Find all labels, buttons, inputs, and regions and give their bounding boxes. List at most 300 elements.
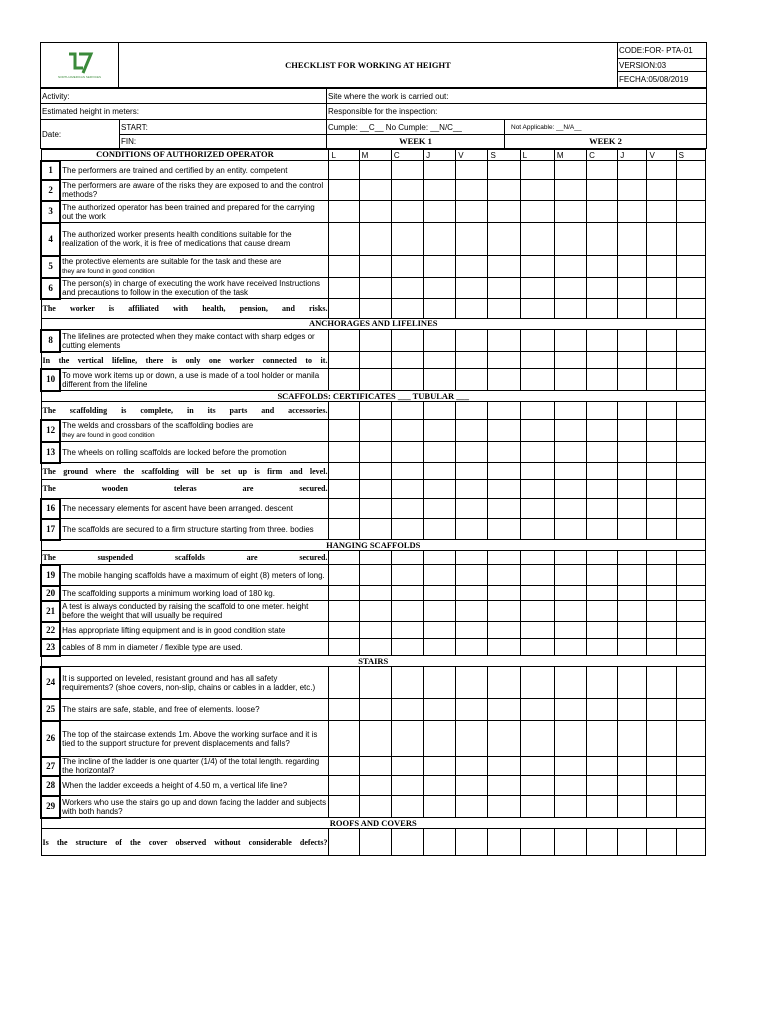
check-cell[interactable] [488, 330, 520, 352]
check-cell[interactable] [391, 161, 423, 180]
check-cell[interactable] [329, 480, 359, 499]
check-cell[interactable] [554, 420, 586, 442]
check-cell[interactable] [587, 757, 618, 776]
check-cell[interactable] [488, 757, 520, 776]
check-cell[interactable] [456, 639, 488, 656]
check-cell[interactable] [359, 699, 391, 721]
check-cell[interactable] [554, 499, 586, 519]
check-cell[interactable] [391, 622, 423, 639]
check-cell[interactable] [424, 480, 456, 499]
check-cell[interactable] [520, 721, 554, 757]
check-cell[interactable] [647, 565, 676, 586]
check-cell[interactable] [587, 480, 618, 499]
check-cell[interactable] [676, 352, 705, 369]
check-cell[interactable] [424, 796, 456, 818]
check-cell[interactable] [554, 721, 586, 757]
check-cell[interactable] [456, 622, 488, 639]
check-cell[interactable] [520, 565, 554, 586]
check-cell[interactable] [456, 402, 488, 420]
check-cell[interactable] [456, 757, 488, 776]
check-cell[interactable] [554, 352, 586, 369]
check-cell[interactable] [554, 442, 586, 463]
check-cell[interactable] [359, 201, 391, 223]
check-cell[interactable] [329, 757, 359, 776]
check-cell[interactable] [554, 480, 586, 499]
check-cell[interactable] [391, 201, 423, 223]
check-cell[interactable] [424, 499, 456, 519]
check-cell[interactable] [488, 369, 520, 391]
check-cell[interactable] [456, 829, 488, 856]
check-cell[interactable] [520, 442, 554, 463]
check-cell[interactable] [587, 721, 618, 757]
check-cell[interactable] [647, 161, 676, 180]
check-cell[interactable] [329, 223, 359, 256]
check-cell[interactable] [391, 330, 423, 352]
check-cell[interactable] [424, 369, 456, 391]
check-cell[interactable] [520, 420, 554, 442]
check-cell[interactable] [587, 278, 618, 299]
check-cell[interactable] [329, 519, 359, 540]
check-cell[interactable] [554, 757, 586, 776]
check-cell[interactable] [676, 586, 705, 601]
check-cell[interactable] [520, 601, 554, 622]
check-cell[interactable] [424, 161, 456, 180]
check-cell[interactable] [554, 601, 586, 622]
check-cell[interactable] [520, 161, 554, 180]
check-cell[interactable] [424, 622, 456, 639]
check-cell[interactable] [676, 796, 705, 818]
check-cell[interactable] [554, 551, 586, 565]
check-cell[interactable] [359, 776, 391, 796]
check-cell[interactable] [587, 352, 618, 369]
check-cell[interactable] [554, 223, 586, 256]
check-cell[interactable] [456, 161, 488, 180]
check-cell[interactable] [587, 402, 618, 420]
check-cell[interactable] [647, 721, 676, 757]
check-cell[interactable] [359, 161, 391, 180]
check-cell[interactable] [488, 551, 520, 565]
check-cell[interactable] [647, 667, 676, 699]
check-cell[interactable] [359, 480, 391, 499]
check-cell[interactable] [359, 586, 391, 601]
check-cell[interactable] [424, 776, 456, 796]
check-cell[interactable] [329, 565, 359, 586]
responsible-field[interactable]: Responsible for the inspection: [327, 104, 707, 120]
check-cell[interactable] [647, 256, 676, 278]
check-cell[interactable] [329, 352, 359, 369]
check-cell[interactable] [424, 278, 456, 299]
check-cell[interactable] [488, 299, 520, 319]
check-cell[interactable] [647, 402, 676, 420]
check-cell[interactable] [424, 402, 456, 420]
check-cell[interactable] [647, 180, 676, 201]
check-cell[interactable] [676, 601, 705, 622]
check-cell[interactable] [647, 420, 676, 442]
height-field[interactable]: Estimated height in meters: [41, 104, 327, 120]
check-cell[interactable] [391, 499, 423, 519]
check-cell[interactable] [391, 829, 423, 856]
check-cell[interactable] [391, 667, 423, 699]
check-cell[interactable] [329, 586, 359, 601]
check-cell[interactable] [618, 829, 647, 856]
check-cell[interactable] [329, 796, 359, 818]
check-cell[interactable] [488, 442, 520, 463]
check-cell[interactable] [424, 829, 456, 856]
check-cell[interactable] [647, 586, 676, 601]
check-cell[interactable] [554, 519, 586, 540]
check-cell[interactable] [424, 586, 456, 601]
check-cell[interactable] [329, 463, 359, 480]
check-cell[interactable] [618, 463, 647, 480]
check-cell[interactable] [424, 442, 456, 463]
check-cell[interactable] [587, 776, 618, 796]
check-cell[interactable] [359, 721, 391, 757]
check-cell[interactable] [554, 796, 586, 818]
check-cell[interactable] [618, 369, 647, 391]
check-cell[interactable] [520, 256, 554, 278]
check-cell[interactable] [618, 796, 647, 818]
start-field[interactable]: START: [120, 120, 327, 135]
check-cell[interactable] [618, 667, 647, 699]
check-cell[interactable] [424, 330, 456, 352]
check-cell[interactable] [456, 667, 488, 699]
check-cell[interactable] [424, 551, 456, 565]
check-cell[interactable] [488, 352, 520, 369]
activity-field[interactable]: Activity: [41, 89, 327, 104]
check-cell[interactable] [424, 757, 456, 776]
check-cell[interactable] [456, 180, 488, 201]
check-cell[interactable] [520, 622, 554, 639]
check-cell[interactable] [554, 278, 586, 299]
check-cell[interactable] [359, 180, 391, 201]
check-cell[interactable] [618, 499, 647, 519]
check-cell[interactable] [488, 499, 520, 519]
check-cell[interactable] [329, 699, 359, 721]
check-cell[interactable] [520, 551, 554, 565]
check-cell[interactable] [587, 586, 618, 601]
check-cell[interactable] [391, 402, 423, 420]
check-cell[interactable] [520, 223, 554, 256]
check-cell[interactable] [391, 757, 423, 776]
check-cell[interactable] [391, 463, 423, 480]
check-cell[interactable] [359, 499, 391, 519]
check-cell[interactable] [676, 180, 705, 201]
check-cell[interactable] [618, 757, 647, 776]
site-field[interactable]: Site where the work is carried out: [327, 89, 707, 104]
check-cell[interactable] [329, 330, 359, 352]
check-cell[interactable] [329, 161, 359, 180]
check-cell[interactable] [359, 622, 391, 639]
check-cell[interactable] [359, 601, 391, 622]
check-cell[interactable] [456, 499, 488, 519]
check-cell[interactable] [587, 369, 618, 391]
check-cell[interactable] [520, 667, 554, 699]
check-cell[interactable] [554, 829, 586, 856]
check-cell[interactable] [554, 161, 586, 180]
check-cell[interactable] [488, 829, 520, 856]
check-cell[interactable] [488, 639, 520, 656]
check-cell[interactable] [676, 499, 705, 519]
check-cell[interactable] [424, 463, 456, 480]
check-cell[interactable] [359, 223, 391, 256]
check-cell[interactable] [676, 699, 705, 721]
check-cell[interactable] [618, 699, 647, 721]
check-cell[interactable] [424, 201, 456, 223]
check-cell[interactable] [359, 829, 391, 856]
check-cell[interactable] [329, 256, 359, 278]
check-cell[interactable] [676, 256, 705, 278]
check-cell[interactable] [359, 519, 391, 540]
check-cell[interactable] [587, 499, 618, 519]
check-cell[interactable] [554, 586, 586, 601]
check-cell[interactable] [676, 519, 705, 540]
check-cell[interactable] [587, 601, 618, 622]
check-cell[interactable] [587, 180, 618, 201]
check-cell[interactable] [456, 480, 488, 499]
check-cell[interactable] [676, 201, 705, 223]
check-cell[interactable] [391, 369, 423, 391]
check-cell[interactable] [647, 796, 676, 818]
check-cell[interactable] [391, 420, 423, 442]
check-cell[interactable] [647, 757, 676, 776]
check-cell[interactable] [488, 161, 520, 180]
check-cell[interactable] [618, 256, 647, 278]
check-cell[interactable] [618, 622, 647, 639]
check-cell[interactable] [587, 829, 618, 856]
check-cell[interactable] [359, 565, 391, 586]
check-cell[interactable] [618, 586, 647, 601]
check-cell[interactable] [329, 442, 359, 463]
check-cell[interactable] [456, 565, 488, 586]
check-cell[interactable] [359, 442, 391, 463]
check-cell[interactable] [618, 480, 647, 499]
check-cell[interactable] [587, 442, 618, 463]
check-cell[interactable] [618, 551, 647, 565]
check-cell[interactable] [520, 796, 554, 818]
check-cell[interactable] [391, 601, 423, 622]
check-cell[interactable] [676, 551, 705, 565]
check-cell[interactable] [618, 330, 647, 352]
check-cell[interactable] [359, 639, 391, 656]
check-cell[interactable] [554, 667, 586, 699]
check-cell[interactable] [359, 278, 391, 299]
check-cell[interactable] [587, 299, 618, 319]
check-cell[interactable] [647, 699, 676, 721]
check-cell[interactable] [618, 442, 647, 463]
check-cell[interactable] [424, 256, 456, 278]
check-cell[interactable] [587, 201, 618, 223]
check-cell[interactable] [424, 639, 456, 656]
check-cell[interactable] [456, 201, 488, 223]
check-cell[interactable] [488, 278, 520, 299]
check-cell[interactable] [676, 330, 705, 352]
check-cell[interactable] [618, 201, 647, 223]
check-cell[interactable] [488, 519, 520, 540]
check-cell[interactable] [359, 352, 391, 369]
check-cell[interactable] [587, 551, 618, 565]
check-cell[interactable] [587, 699, 618, 721]
check-cell[interactable] [329, 667, 359, 699]
check-cell[interactable] [554, 776, 586, 796]
check-cell[interactable] [424, 601, 456, 622]
check-cell[interactable] [676, 721, 705, 757]
check-cell[interactable] [329, 601, 359, 622]
check-cell[interactable] [554, 299, 586, 319]
check-cell[interactable] [520, 278, 554, 299]
check-cell[interactable] [456, 256, 488, 278]
check-cell[interactable] [488, 420, 520, 442]
check-cell[interactable] [391, 299, 423, 319]
check-cell[interactable] [676, 622, 705, 639]
check-cell[interactable] [647, 369, 676, 391]
check-cell[interactable] [587, 519, 618, 540]
check-cell[interactable] [488, 796, 520, 818]
check-cell[interactable] [391, 519, 423, 540]
check-cell[interactable] [618, 601, 647, 622]
check-cell[interactable] [456, 776, 488, 796]
check-cell[interactable] [520, 480, 554, 499]
check-cell[interactable] [424, 180, 456, 201]
check-cell[interactable] [329, 499, 359, 519]
check-cell[interactable] [391, 721, 423, 757]
check-cell[interactable] [424, 721, 456, 757]
check-cell[interactable] [329, 180, 359, 201]
check-cell[interactable] [488, 463, 520, 480]
check-cell[interactable] [520, 299, 554, 319]
check-cell[interactable] [647, 639, 676, 656]
check-cell[interactable] [329, 369, 359, 391]
check-cell[interactable] [618, 299, 647, 319]
check-cell[interactable] [520, 776, 554, 796]
check-cell[interactable] [391, 565, 423, 586]
check-cell[interactable] [676, 402, 705, 420]
check-cell[interactable] [587, 622, 618, 639]
check-cell[interactable] [359, 299, 391, 319]
check-cell[interactable] [391, 796, 423, 818]
check-cell[interactable] [456, 369, 488, 391]
check-cell[interactable] [647, 551, 676, 565]
check-cell[interactable] [488, 586, 520, 601]
check-cell[interactable] [488, 180, 520, 201]
check-cell[interactable] [391, 352, 423, 369]
check-cell[interactable] [456, 551, 488, 565]
check-cell[interactable] [520, 829, 554, 856]
check-cell[interactable] [456, 278, 488, 299]
check-cell[interactable] [520, 586, 554, 601]
check-cell[interactable] [391, 278, 423, 299]
check-cell[interactable] [424, 667, 456, 699]
check-cell[interactable] [647, 330, 676, 352]
check-cell[interactable] [676, 480, 705, 499]
check-cell[interactable] [424, 519, 456, 540]
check-cell[interactable] [424, 699, 456, 721]
check-cell[interactable] [488, 699, 520, 721]
check-cell[interactable] [676, 299, 705, 319]
check-cell[interactable] [676, 369, 705, 391]
check-cell[interactable] [520, 519, 554, 540]
check-cell[interactable] [424, 299, 456, 319]
check-cell[interactable] [587, 667, 618, 699]
check-cell[interactable] [424, 352, 456, 369]
check-cell[interactable] [676, 639, 705, 656]
check-cell[interactable] [456, 442, 488, 463]
check-cell[interactable] [391, 551, 423, 565]
check-cell[interactable] [359, 256, 391, 278]
check-cell[interactable] [329, 622, 359, 639]
check-cell[interactable] [647, 499, 676, 519]
check-cell[interactable] [456, 601, 488, 622]
check-cell[interactable] [391, 180, 423, 201]
check-cell[interactable] [618, 180, 647, 201]
check-cell[interactable] [359, 551, 391, 565]
check-cell[interactable] [329, 551, 359, 565]
check-cell[interactable] [554, 699, 586, 721]
check-cell[interactable] [456, 699, 488, 721]
check-cell[interactable] [329, 402, 359, 420]
fin-field[interactable]: FIN: [120, 135, 327, 149]
check-cell[interactable] [647, 278, 676, 299]
check-cell[interactable] [488, 622, 520, 639]
check-cell[interactable] [391, 586, 423, 601]
check-cell[interactable] [587, 420, 618, 442]
check-cell[interactable] [456, 420, 488, 442]
check-cell[interactable] [359, 757, 391, 776]
check-cell[interactable] [329, 776, 359, 796]
check-cell[interactable] [424, 223, 456, 256]
check-cell[interactable] [554, 622, 586, 639]
check-cell[interactable] [676, 420, 705, 442]
check-cell[interactable] [676, 278, 705, 299]
check-cell[interactable] [329, 829, 359, 856]
check-cell[interactable] [359, 796, 391, 818]
check-cell[interactable] [456, 299, 488, 319]
check-cell[interactable] [488, 480, 520, 499]
check-cell[interactable] [456, 721, 488, 757]
check-cell[interactable] [488, 201, 520, 223]
check-cell[interactable] [554, 369, 586, 391]
check-cell[interactable] [456, 796, 488, 818]
check-cell[interactable] [329, 420, 359, 442]
check-cell[interactable] [554, 402, 586, 420]
check-cell[interactable] [554, 256, 586, 278]
check-cell[interactable] [587, 565, 618, 586]
check-cell[interactable] [618, 278, 647, 299]
check-cell[interactable] [391, 223, 423, 256]
check-cell[interactable] [676, 829, 705, 856]
check-cell[interactable] [391, 776, 423, 796]
check-cell[interactable] [554, 201, 586, 223]
check-cell[interactable] [391, 442, 423, 463]
check-cell[interactable] [329, 201, 359, 223]
check-cell[interactable] [488, 667, 520, 699]
check-cell[interactable] [647, 622, 676, 639]
check-cell[interactable] [456, 352, 488, 369]
check-cell[interactable] [676, 667, 705, 699]
check-cell[interactable] [424, 565, 456, 586]
check-cell[interactable] [647, 601, 676, 622]
check-cell[interactable] [359, 463, 391, 480]
check-cell[interactable] [391, 639, 423, 656]
check-cell[interactable] [391, 480, 423, 499]
check-cell[interactable] [618, 420, 647, 442]
check-cell[interactable] [456, 519, 488, 540]
check-cell[interactable] [488, 402, 520, 420]
check-cell[interactable] [647, 352, 676, 369]
check-cell[interactable] [587, 639, 618, 656]
check-cell[interactable] [647, 463, 676, 480]
check-cell[interactable] [329, 639, 359, 656]
check-cell[interactable] [587, 223, 618, 256]
